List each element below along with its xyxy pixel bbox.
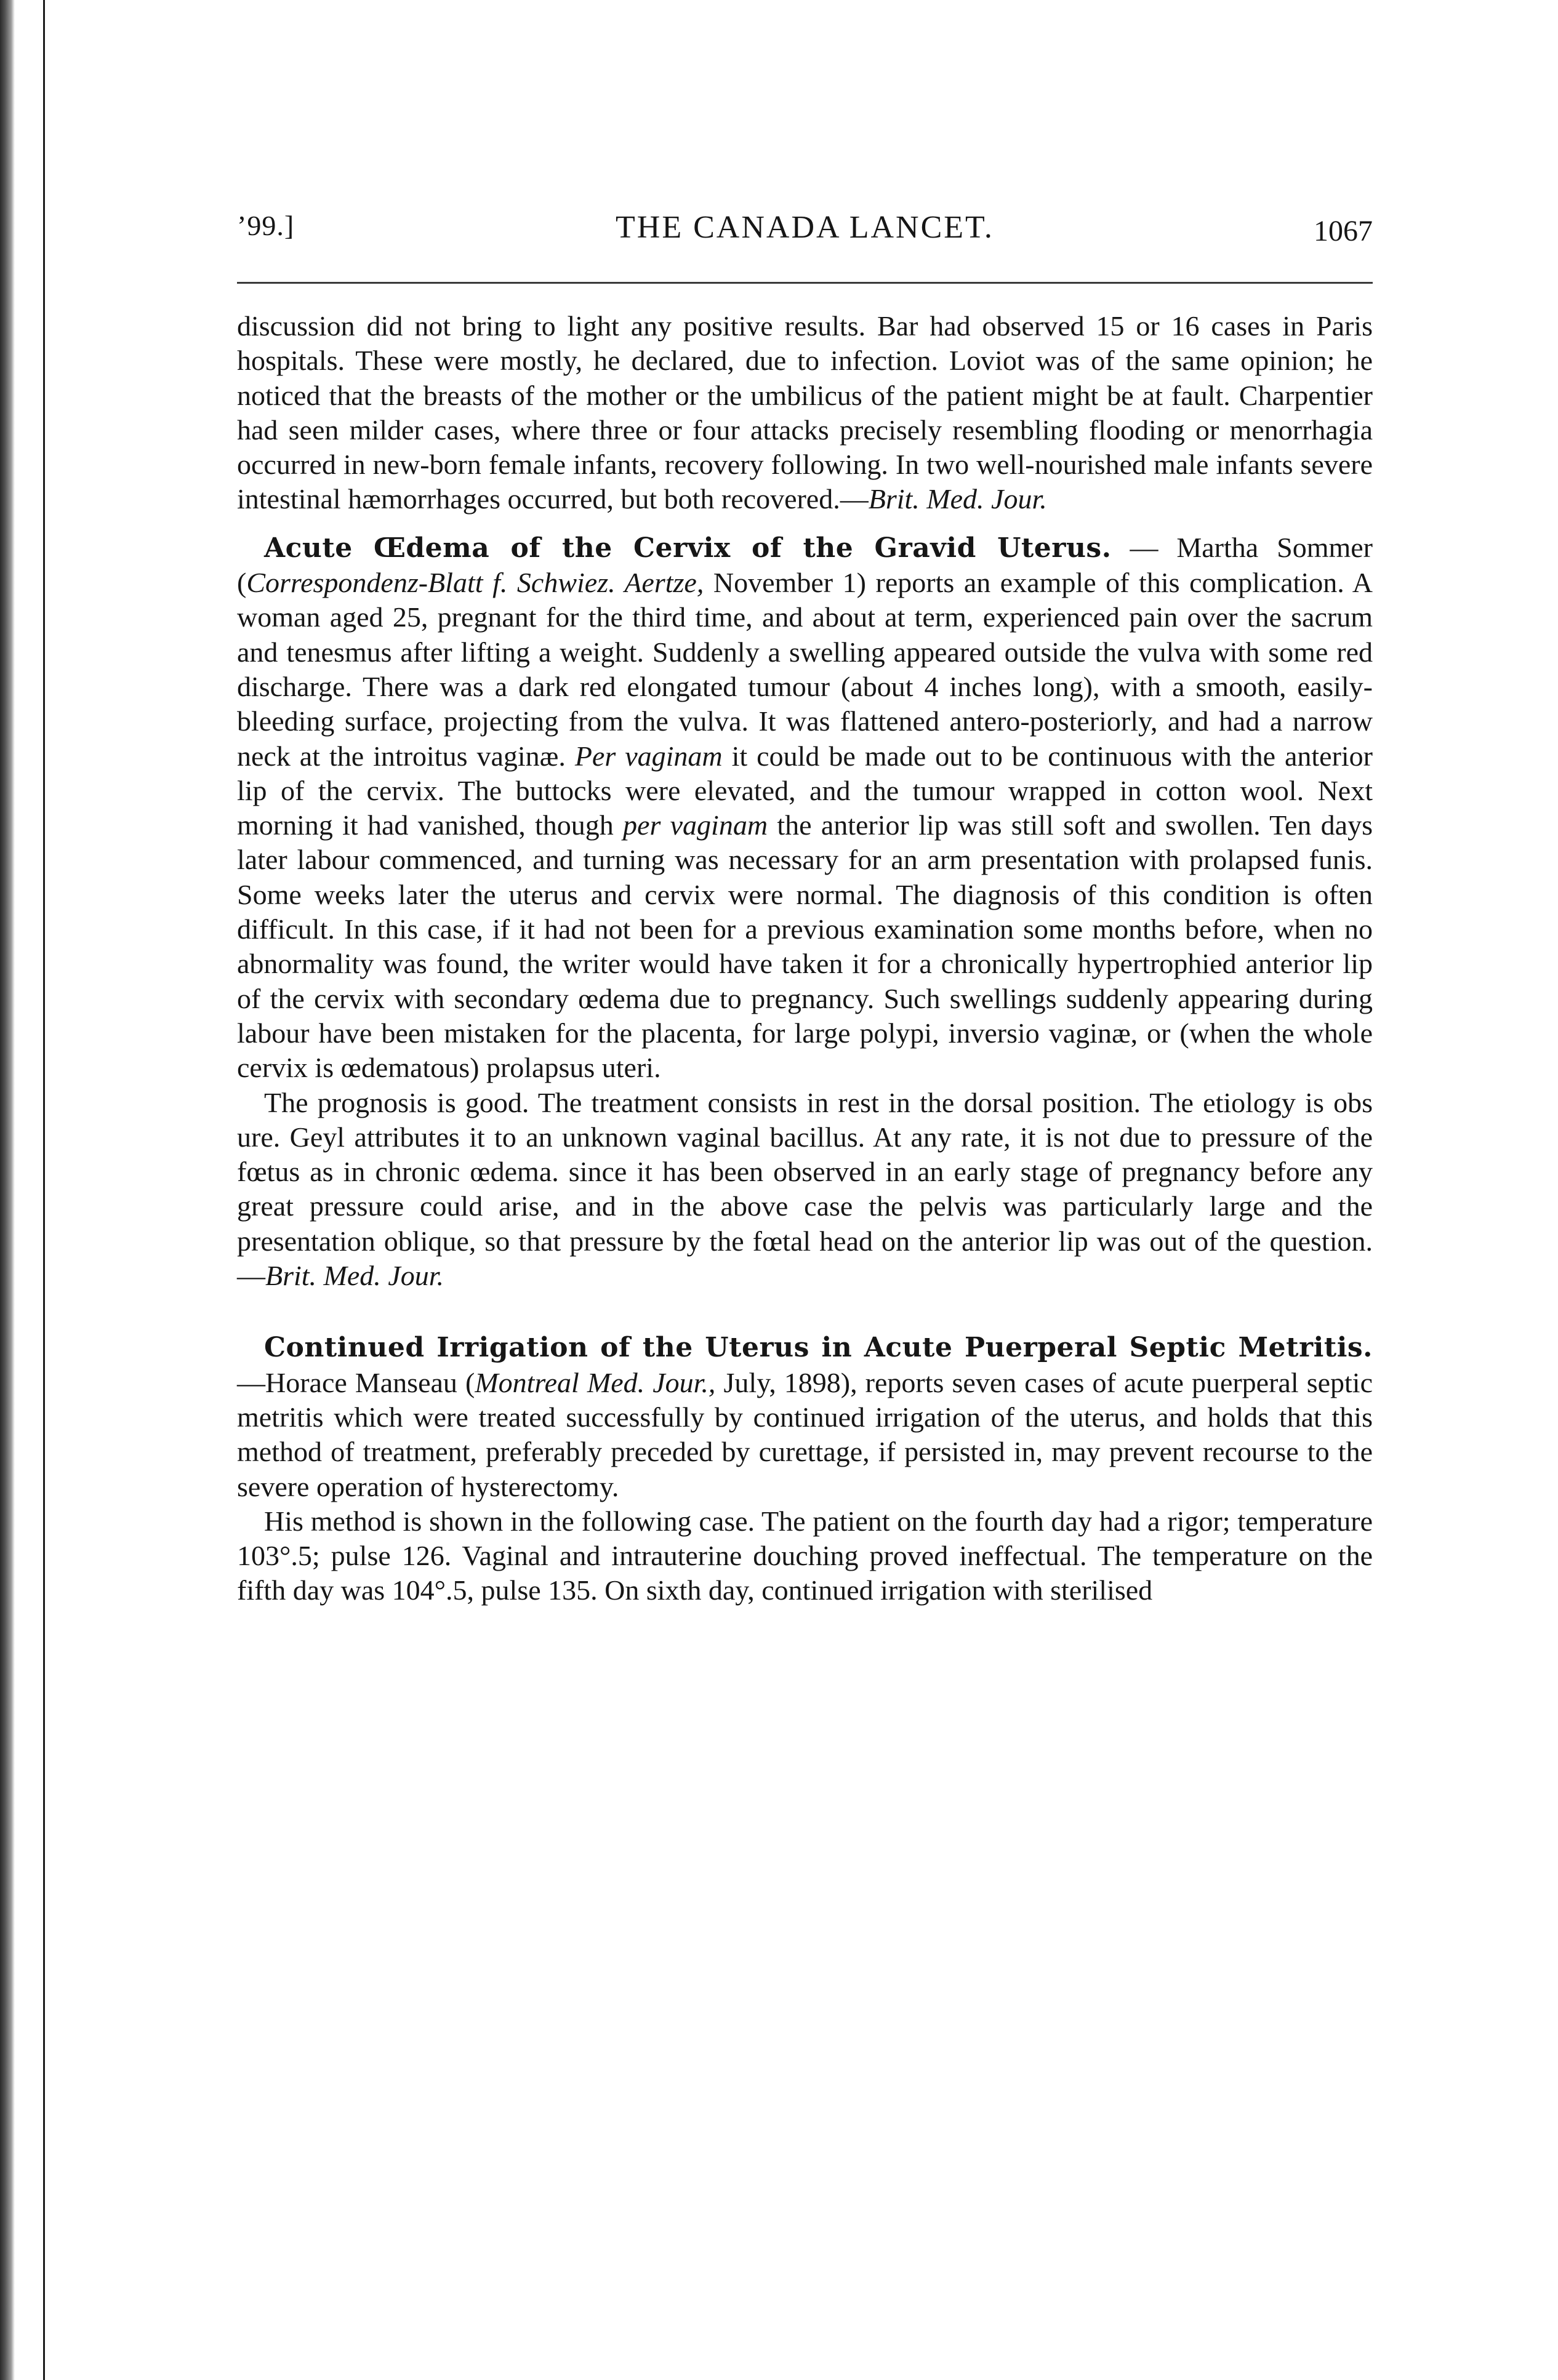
paragraph-prognosis	[237, 1086, 1373, 1294]
paragraph-text: July, 1898), reports seven cases of acute puerperal septic metritis which were treated successfully by continued irrigation of the uterus, and holds that this method of treatment, preferably preceded by curettage, if persisted in, may prevent recourse to the severe operation of hysterectomy.	[237, 1366, 1373, 1502]
section-acute-oedema	[237, 531, 1373, 1086]
book-spine-shadow	[0, 0, 15, 2380]
header-rule	[237, 282, 1373, 284]
paragraph-text: it could be made out to be continuous with the anterior lip of the cervix. The buttocks were elevated, and the tumour wrapped in cotton wool. Next morning it had vanished, though	[237, 740, 1373, 841]
paragraph-text: His method is shown in the following case. The patient on the fourth day had a rigor; temperature 103°.5; pulse 126. Vaginal and intrauterine douching proved ineffectual. The temperature on the fifth day was 104°.5, pulse 135. On sixth day, continued irrigation with sterilised	[237, 1505, 1373, 1606]
spacer	[237, 517, 1373, 531]
paragraph-method	[237, 1504, 1373, 1608]
italic-phrase: per vaginam	[623, 809, 768, 841]
paragraph-text: The prognosis is good. The treatment consists in rest in the dorsal position. The etiology is obs ure. Geyl attributes it to an unknown vaginal bacillus. At any rate, it is not due to pressure of the fœtus as in chronic œdema. since it has been observed in an early stage of pregnancy before any great pressure could arise, and in the above case the pelvis was particularly large and the presentation oblique, so that pressure by the fœtal head on the anterior lip was out of the question.—	[237, 1086, 1373, 1292]
gutter-line	[43, 0, 45, 2380]
source-journal: Montreal Med. Jour.,	[475, 1366, 716, 1398]
paragraph-text: November 1) reports an example of this complication. A woman aged 25, pregnant for the third time, and about at term, experienced pain over the sacrum and tenesmus after lifting a weight. Suddenly a swelling appeared outside the vulva with some red discharge. There was a dark red elongated tumour (about 4 inches long), with a smooth, easily-bleeding surface, projecting from the vulva. It was flattened antero-posteriorly, and had a narrow neck at the introitus vaginæ.	[237, 567, 1373, 772]
paragraph-text: the anterior lip was still soft and swollen. Ten days later labour commenced, and turning was necessary for an arm presentation with prolapsed funis. Some weeks later the uterus and cervix were normal. The diagnosis of this condition is often difficult. In this case, if it had not been for a previous examination some months before, when no abnormality was found, the writer would have taken it for a chronically hypertrophied anterior lip of the cervix with secondary œdema due to pregnancy. Such swellings suddenly appearing during labour have been mistaken for the placenta, for large polypi, inversio vaginæ, or (when the whole cervix is œdematous) prolapsus uteri.	[237, 809, 1373, 1084]
paragraph-text: discussion did not bring to light any positive results. Bar had observed 15 or 16 cases in Paris hospitals. These were mostly, he declared, due to infection. Loviot was of the same opinion; he noticed that the breasts of the mother or the umbilicus of the patient might be at fault. Charpentier had seen milder cases, where three or four attacks precisely resembling flooding or menorrhagia occurred in new-born female infants, recovery following. In two well-nourished male infants severe intestinal hæmorrhages occurred, but both recovered.—	[237, 310, 1373, 515]
volume-label: ’99.]	[237, 210, 295, 241]
journal-title: THE CANADA LANCET.	[616, 210, 994, 245]
section-title: Acute Œdema of the Cervix of the Gravid Uterus.	[264, 532, 1112, 564]
paragraph-continued	[237, 309, 1373, 517]
article-body	[237, 309, 1373, 1608]
running-head	[237, 209, 1373, 265]
source-journal: Correspondenz-Blatt f. Schwiez. Aertze,	[246, 567, 704, 599]
section-title: Continued Irrigation of the Uterus in Acute Puerperal Septic Metritis.	[264, 1332, 1373, 1364]
section-continued-irrigation	[237, 1330, 1373, 1504]
page-number: 1067	[1314, 215, 1373, 247]
italic-phrase: Per vaginam	[574, 740, 723, 772]
spacer	[237, 1293, 1373, 1330]
section-lead: —Horace Manseau (	[237, 1366, 475, 1398]
citation: Brit. Med. Jour.	[868, 483, 1047, 515]
citation: Brit. Med. Jour.	[265, 1260, 444, 1292]
section-lead: — Martha Sommer (	[237, 531, 1373, 599]
